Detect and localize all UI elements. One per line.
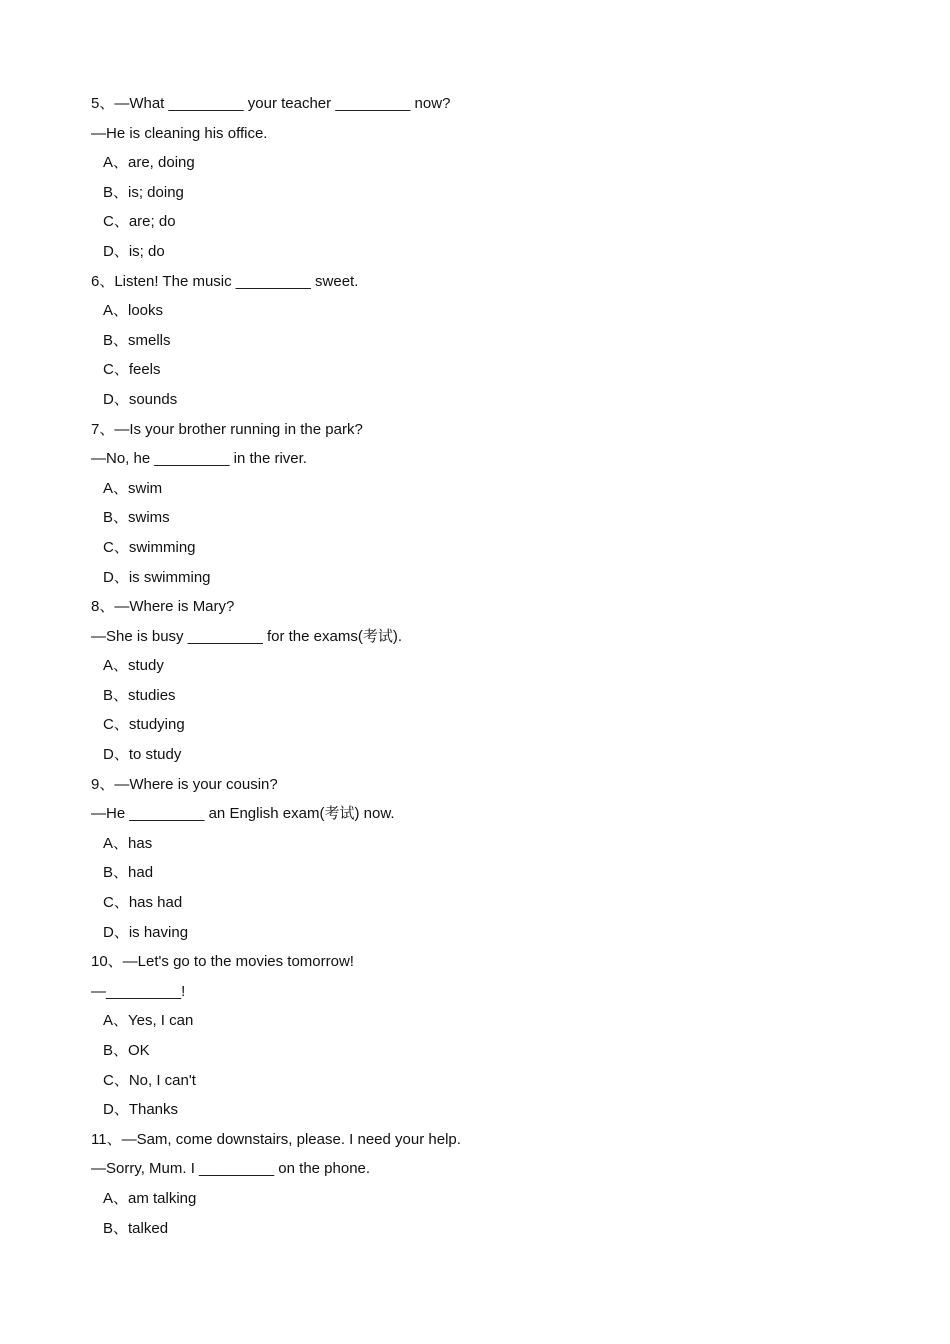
option-b: B、studies [103,686,176,704]
question-stem: 6、Listen! The music _________ sweet. [91,272,359,290]
option-b: B、swims [103,509,170,527]
option-b: B、talked [103,1219,169,1237]
option-c: C、studying [103,716,185,734]
question-reply: —He is cleaning his office. [91,124,268,142]
option-a: A、are, doing [103,154,195,172]
question-reply: —She is busy _________ for the exams(考试). [91,627,402,645]
option-c: C、has had [103,894,183,912]
option-c: C、are; do [103,213,176,231]
option-d: D、sounds [103,390,178,408]
question-stem: 7、—Is your brother running in the park? [91,420,363,438]
question-reply: —No, he _________ in the river. [91,450,307,468]
option-a: A、looks [103,302,164,320]
option-b: B、smells [103,331,171,349]
question-reply: —_________! [91,982,186,1000]
option-d: D、is having [103,923,189,941]
option-c: C、feels [103,361,161,379]
option-b: B、is; doing [103,183,184,201]
question-list [91,89,871,1243]
option-a: A、has [103,834,153,852]
question-stem: 11、—Sam, come downstairs, please. I need your help. [91,1130,461,1148]
option-a: A、swim [103,479,163,497]
option-a: A、study [103,657,164,675]
question-reply: —He _________ an English exam(考试) now. [91,805,395,823]
option-d: D、Thanks [103,1101,179,1119]
question-stem: 5、—What _________ your teacher _________ now? [91,95,451,112]
option-c: C、No, I can't [103,1071,196,1089]
option-d: D、is swimming [103,568,211,586]
option-d: D、to study [103,746,182,764]
question-stem: 8、—Where is Mary? [91,598,235,616]
question-stem: 10、—Let's go to the movies tomorrow! [91,953,354,971]
option-b: B、OK [103,1042,150,1059]
option-c: C、swimming [103,538,196,556]
option-a: A、Yes, I can [103,1012,194,1030]
option-b: B、had [103,864,154,882]
question-reply: —Sorry, Mum. I _________ on the phone. [91,1160,371,1178]
question-stem: 9、—Where is your cousin? [91,775,278,793]
option-d: D、is; do [103,242,165,260]
option-a: A、am talking [103,1189,197,1207]
